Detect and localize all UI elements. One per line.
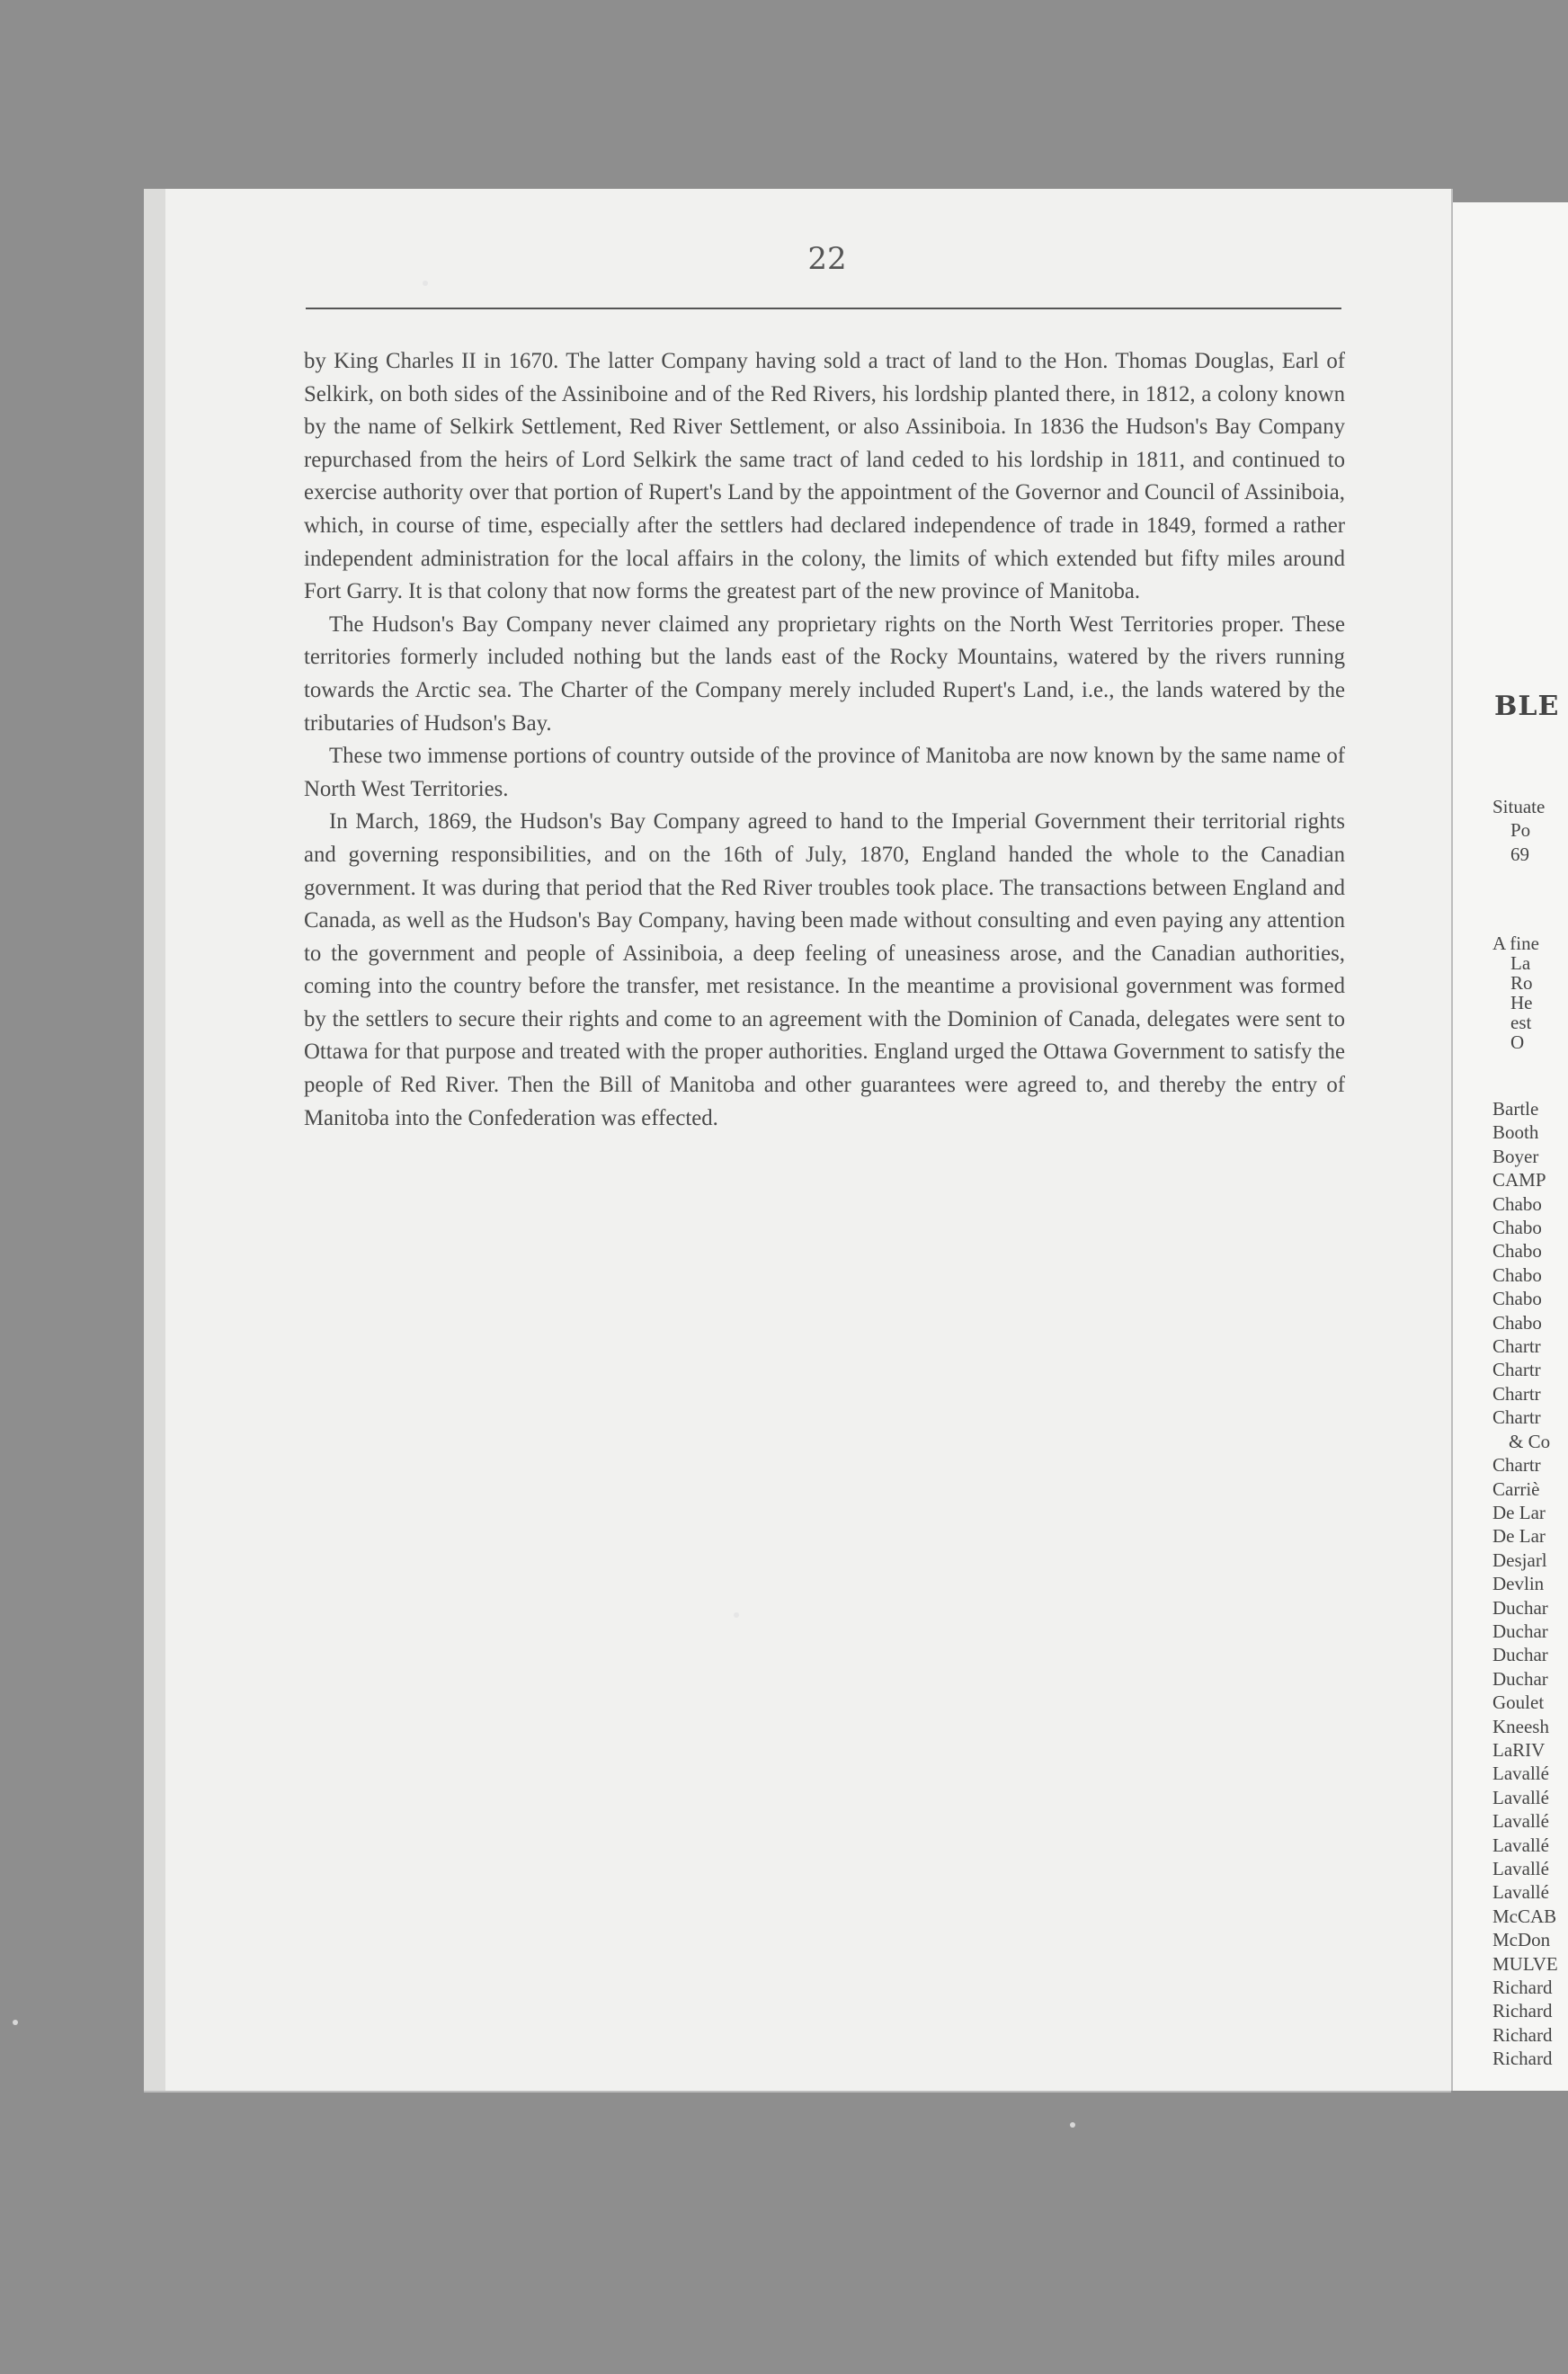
- facing-page-line: A fine: [1492, 933, 1539, 954]
- facing-page-name: Booth: [1492, 1121, 1539, 1144]
- facing-page-name: De Lar: [1492, 1501, 1546, 1523]
- facing-page-situate-block: [1492, 795, 1568, 866]
- dust-speck: [1070, 2122, 1075, 2128]
- facing-page-name: Chartr: [1492, 1335, 1541, 1358]
- facing-page-line: 69: [1510, 843, 1529, 865]
- facing-page-name: Kneesh: [1492, 1715, 1549, 1737]
- facing-page-fine-block: [1492, 933, 1568, 1052]
- dust-speck: [734, 1612, 739, 1618]
- facing-page-name: Richard: [1492, 1977, 1553, 1999]
- facing-page-heading: BLE: [1494, 691, 1560, 722]
- facing-page-name: Chartr: [1492, 1382, 1541, 1405]
- facing-page-line: Ro: [1510, 972, 1533, 994]
- facing-page-name: Desjarl: [1492, 1548, 1547, 1571]
- paragraph-4: In March, 1869, the Hudson's Bay Company agreed to hand to the Imperial Government their territorial rights and governing responsibilities, and on the 16th of July, 1870, England handed the whole to the Canadian government. It was during that period that the Red River troubles took place. The transactions between England and Canada, as well as the Hudson's Bay Company, having been made without consulting and even paying any attention to the government and people of Assiniboia, a deep feeling of uneasiness arose, and the Canadian authorities, coming into the country before the transfer, met resistance. In the meantime a provisional government was formed by the settlers to secure their rights and come to an agreement with the Dominion of Canada, delegates were sent to Ottawa for that purpose and treated with the proper authorities. England urged the Ottawa Government to satisfy the people of Red River. Then the Bill of Manitoba and other guarantees were agreed to, and thereby the entry of Manitoba into the Confederation was effected.: [304, 809, 1345, 1130]
- facing-page-name: Boyer: [1492, 1145, 1539, 1167]
- dust-speck: [13, 2020, 18, 2025]
- facing-page-name: Chartr: [1492, 1454, 1541, 1477]
- facing-page-name: Chabo: [1492, 1217, 1542, 1239]
- facing-page-name: Chartr: [1492, 1406, 1541, 1429]
- facing-page-name: Chabo: [1492, 1288, 1542, 1310]
- paragraph-3: These two immense portions of country outside of the province of Manitoba are now known by the same name of North West Territories.: [304, 744, 1345, 801]
- facing-page-name: Lavallé: [1492, 1834, 1549, 1856]
- facing-page-name: Chabo: [1492, 1240, 1542, 1263]
- facing-page-name: Lavallé: [1492, 1786, 1549, 1808]
- header-rule: [306, 308, 1341, 309]
- dust-speck: [423, 281, 428, 286]
- paragraph-2: The Hudson's Bay Company never claimed any proprietary rights on the North West Territories proper. These territories formerly included nothing but the lands east of the Rocky Mountains, watered by the rivers running towards the Arctic sea. The Charter of the Company merely included Rupert's Land, i.e., the lands watered by the tributaries of Hudson's Bay.: [304, 611, 1345, 736]
- page-number: 22: [807, 241, 847, 277]
- facing-page-name: Chabo: [1492, 1263, 1542, 1286]
- facing-page-name: Carriè: [1492, 1477, 1540, 1500]
- facing-page-name: MULVE: [1492, 1952, 1558, 1975]
- facing-page-name: Chartr: [1492, 1359, 1541, 1381]
- facing-page-name: & Co: [1509, 1430, 1551, 1452]
- facing-page-name: Duchar: [1492, 1667, 1548, 1690]
- facing-page-name: Duchar: [1492, 1620, 1548, 1642]
- facing-page-name: Lavallé: [1492, 1881, 1549, 1904]
- facing-page-line: He: [1510, 992, 1533, 1013]
- facing-page-names-list: [1492, 1097, 1568, 2071]
- facing-page-name: Richard: [1492, 2023, 1553, 2046]
- facing-page-name: De Lar: [1492, 1525, 1546, 1548]
- facing-page-name: Duchar: [1492, 1644, 1548, 1666]
- facing-page-name: McCAB: [1492, 1905, 1557, 1927]
- facing-page-line: Situate: [1492, 796, 1546, 817]
- body-text: [304, 345, 1345, 1135]
- facing-page-name: LaRIV: [1492, 1738, 1546, 1761]
- facing-page-line: est: [1510, 1012, 1532, 1033]
- facing-page-name: Devlin: [1492, 1573, 1545, 1595]
- facing-page-name: Bartle: [1492, 1098, 1539, 1120]
- facing-page-line: Po: [1510, 819, 1531, 842]
- facing-page-name: Richard: [1492, 2000, 1553, 2022]
- facing-page-name: CAMP: [1492, 1169, 1546, 1191]
- facing-page-line: O: [1510, 1031, 1525, 1052]
- facing-page-name: Lavallé: [1492, 1810, 1549, 1833]
- paragraph-1: by King Charles II in 1670. The latter Company having sold a tract of land to the Hon. Thomas Douglas, Earl of Selkirk, on both sides of the Assiniboine and of the Red Rivers, his lordship planted there, in 1812, a colony known by the name of Selkirk Settlement, Red River Settlement, or also Assiniboia. In 1836 the Hudson's Bay Company repurchased from the heirs of Lord Selkirk the same tract of land ceded to his lordship in 1811, and continued to exercise authority over that portion of Rupert's Land by the appointment of the Governor and Council of Assiniboia, which, in course of time, especially after the settlers had declared independence of trade in 1849, formed a rather independent administration for the local affairs in the colony, the limits of which extended but fifty miles around Fort Garry. It is that colony that now forms the greatest part of the new province of Manitoba.: [304, 349, 1345, 604]
- facing-page-name: Chabo: [1492, 1192, 1542, 1215]
- facing-page-name: Duchar: [1492, 1596, 1548, 1619]
- facing-page-name: Chabo: [1492, 1311, 1542, 1334]
- facing-page-name: Lavallé: [1492, 1763, 1549, 1785]
- facing-page-line: La: [1510, 952, 1531, 974]
- facing-page-name: Richard: [1492, 2048, 1553, 2070]
- facing-page-name: Goulet: [1492, 1691, 1545, 1714]
- facing-page-name: Lavallé: [1492, 1858, 1549, 1879]
- facing-page-name: McDon: [1492, 1929, 1551, 1951]
